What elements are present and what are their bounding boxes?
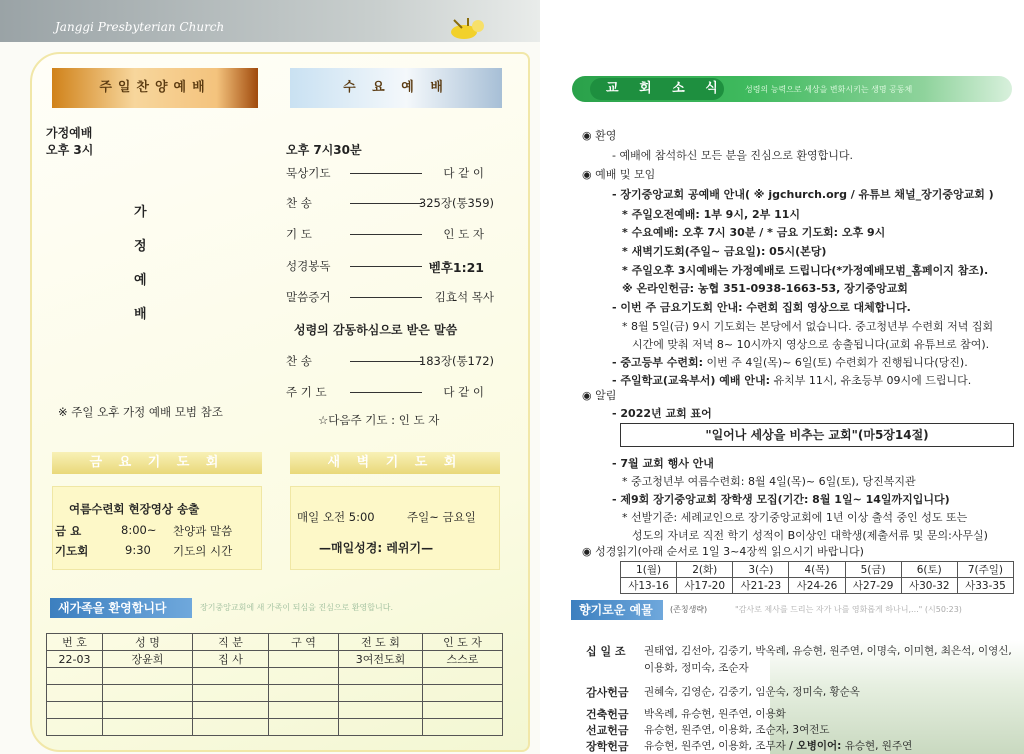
offering-note: (존칭생략) [670,605,708,614]
friday-line1: 여름수련회 현장영상 송출 [69,502,200,516]
table-cell: 3여전도회 [339,651,423,668]
daily-bible: —매일성경: 레위기— [319,541,434,555]
order-label: 주 기 도 [286,385,327,399]
wednesday-header: 수 요 예 배 [290,68,502,108]
table-header: 5(금) [845,562,901,578]
offering-names: 유승현, 원주연, 이용화, 조순자, 3여전도 [644,724,830,736]
table-cell: 사17-20 [677,578,733,594]
offering-names: 권태엽, 김선아, 김중기, 박옥례, 유승현, 원주연, 이명숙, 이미현, 최은석, 이영신, [644,645,1012,657]
worship-order [286,165,494,411]
table-header-row [621,562,1014,578]
new-family-table [46,633,503,736]
section-notice: ◉ 알림 [582,389,617,402]
table-row [47,719,503,736]
table-cell [269,651,339,668]
worship-line: * 수요예배: 오후 7시 30분 / * 금요 기도회: 오후 9시 [622,226,886,239]
worship-line: - 장기중앙교회 공예배 안내( ※ jgchurch.org / 유튜브 채널_장기중앙교회 ) [612,188,994,201]
friday-r1-value: 찬양과 말씀 [173,524,233,538]
order-label: 찬 송 [286,196,312,210]
sunday-school-label: - 주일학교(교육부서) 예배 안내: [612,374,771,387]
table-header: 3(수) [733,562,789,578]
order-value: 183장(통172) [418,354,494,368]
sunday-time: 오후 3시 [46,143,94,157]
section-worship: ◉ 예배 및 모임 [582,168,656,181]
worship-line: * 주일오전예배: 1부 9시, 2부 11시 [622,208,801,221]
table-row [47,685,503,702]
table-header: 2(화) [677,562,733,578]
next-prayer: ☆다음주 기도 : 인 도 자 [318,413,440,427]
sunday-time-label: 가정예배 [46,126,93,140]
dawn-time: 매일 오전 5:00 [297,510,375,524]
table-cell: 사33-35 [957,578,1013,594]
worship-line: * 새벽기도회(주일~ 금요일): 05시(본당) [622,245,827,258]
table-cell: 스스로 [423,651,503,668]
sermon-title: 성령의 감동하심으로 받은 말씀 [294,323,458,337]
scholarship-names: 유승현, 원주연, 이용화, 조무자 [644,740,786,752]
offering-verse: "감사로 제사를 드리는 자가 나를 영화롭게 하나니,..." (시50:23) [735,605,962,614]
order-value: 다 같 이 [443,385,484,399]
worship-line: * 주일오후 3시예배는 가정예배로 드립니다(*가정예배모범_홈페이지 참조). [622,264,989,277]
table-header: 6(토) [901,562,957,578]
notice-line: * 선발기준: 세례교인으로 장기중앙교회에 1년 이상 출석 중인 성도 또는 [622,511,968,524]
offering-names: 박옥례, 유승현, 원주연, 이용화 [644,708,786,720]
table-cell: 사13-16 [621,578,677,594]
friday-r2-label: 기도회 [55,544,89,558]
table-header: 인 도 자 [423,634,503,651]
new-family-header: 새가족을 환영합니다 [50,598,192,618]
offering-label: 감사헌금 [586,686,629,699]
order-value: 벧후1:21 [428,260,484,275]
table-cell: 사24-26 [789,578,845,594]
offering-names [644,738,912,753]
order-value: 인 도 자 [443,227,484,241]
news-title: 교 회 소 식 [606,81,726,96]
table-cell: 사27-29 [845,578,901,594]
friday-box [52,486,262,570]
youth-retreat-text: 이번 주 4일(목)~ 6일(토) 수련회가 진행됩니다(당진). [703,356,968,369]
new-family-subtitle: 장기중앙교회에 새 가족이 되심을 진심으로 환영합니다. [200,603,393,612]
order-label: 기 도 [286,227,312,241]
dawn-header: 새 벽 기 도 회 [290,452,500,474]
friday-r2-time: 9:30 [125,543,151,557]
vertical-char: 가 [134,205,147,220]
news-subtitle: 성령의 능력으로 세상을 변화시키는 생명 공동체 [745,85,913,94]
table-header: 번 호 [47,634,103,651]
obyeongieo-label: / 오병이어: [789,740,842,752]
wednesday-time: 오후 7시30분 [286,143,362,157]
notice-line: - 2022년 교회 표어 [612,407,712,420]
bible-reading-table [620,561,1014,594]
table-header-row [47,634,503,651]
offering-names: 이용화, 정미숙, 조순자 [644,662,749,674]
table-row [47,651,503,668]
order-value: 325장(통359) [418,196,494,210]
table-row [47,668,503,685]
friday-r1-time: 8:00~ [121,523,157,537]
friday-r2-value: 기도의 시간 [173,544,233,558]
order-value: 김효석 목사 [434,290,494,304]
order-value: 다 같 이 [443,166,484,180]
worship-line: - 이번 주 금요기도회 안내: 수련회 집회 영상으로 대체합니다. [612,301,911,314]
table-header: 7(주일) [957,562,1013,578]
welcome-text: - 예배에 참석하신 모든 분을 진심으로 환영합니다. [612,149,853,162]
table-row [47,702,503,719]
friday-header: 금 요 기 도 회 [52,452,262,474]
vertical-char: 정 [134,239,147,254]
offering-label: 건축헌금 [586,708,629,721]
table-header: 전 도 회 [339,634,423,651]
table-cell: 사30-32 [901,578,957,594]
table-header: 구 역 [269,634,339,651]
friday-r1-label: 금 요 [55,524,82,538]
worship-line [612,354,968,370]
table-header: 성 명 [103,634,193,651]
offering-label: 선교헌금 [586,724,629,737]
order-label: 찬 송 [286,354,312,368]
table-cell: 집 사 [193,651,269,668]
section-bible: ◉ 성경읽기(아래 순서로 1일 3~4장씩 읽으시기 바랍니다) [582,545,864,558]
worship-line [612,372,971,388]
table-cell: 22-03 [47,651,103,668]
vertical-char: 예 [134,273,147,288]
church-name: Janggi Presbyterian Church [55,20,225,34]
worship-line: * 8월 5일(금) 9시 기도회는 본당에서 없습니다. 중고청년부 수련회 저녁 집회 [622,320,994,333]
table-cell: 사21-23 [733,578,789,594]
notice-line: - 7월 교회 행사 안내 [612,457,714,470]
offering-label: 장학헌금 [586,740,629,753]
notice-line: 성도의 자녀로 직전 학기 성적이 B이상인 대학생(제출서류 및 문의:사무실) [632,529,988,542]
table-header: 직 분 [193,634,269,651]
dawn-days: 주일~ 금요일 [407,510,476,524]
offering-names: 권혜숙, 김영순, 김중기, 임운숙, 정미숙, 황순옥 [644,686,860,698]
worship-line: 시간에 맞춰 저녁 8~ 10시까지 영상으로 송출됩니다(교회 유튜브로 참여). [632,338,990,351]
offering-header: 향기로운 예물 [571,600,663,620]
notice-line: - 제9회 장기중앙교회 장학생 모집(기간: 8월 1일~ 14일까지입니다) [612,493,950,506]
obyeongieo-names: 유승현, 원주연 [841,740,913,752]
offering-label: 십 일 조 [586,645,626,658]
table-header: 4(목) [789,562,845,578]
table-row [621,578,1014,594]
mascot-icon [448,14,488,42]
sunday-header: 주일찬양예배 [52,68,258,108]
table-cell: 장윤희 [103,651,193,668]
worship-line: ※ 온라인헌금: 농협 351-0938-1663-53, 장기중앙교회 [622,282,908,295]
vertical-char: 배 [134,307,147,322]
church-motto: "일어나 세상을 비추는 교회"(마5장14절) [620,423,1014,447]
youth-retreat-label: - 중고등부 수련회: [612,356,704,369]
section-welcome: ◉ 환영 [582,129,617,142]
table-header: 1(월) [621,562,677,578]
order-label: 묵상기도 [286,166,331,180]
sunday-school-text: 유치부 11시, 유초등부 09시에 드립니다. [770,374,972,387]
order-label: 말씀증거 [286,290,331,304]
order-label: 성경봉독 [286,259,331,273]
notice-line: * 중고청년부 여름수련회: 8월 4일(목)~ 6일(토), 당진복지관 [622,475,916,488]
sunday-note: ※ 주일 오후 가정 예배 모범 참조 [58,405,223,419]
dawn-box [290,486,500,570]
